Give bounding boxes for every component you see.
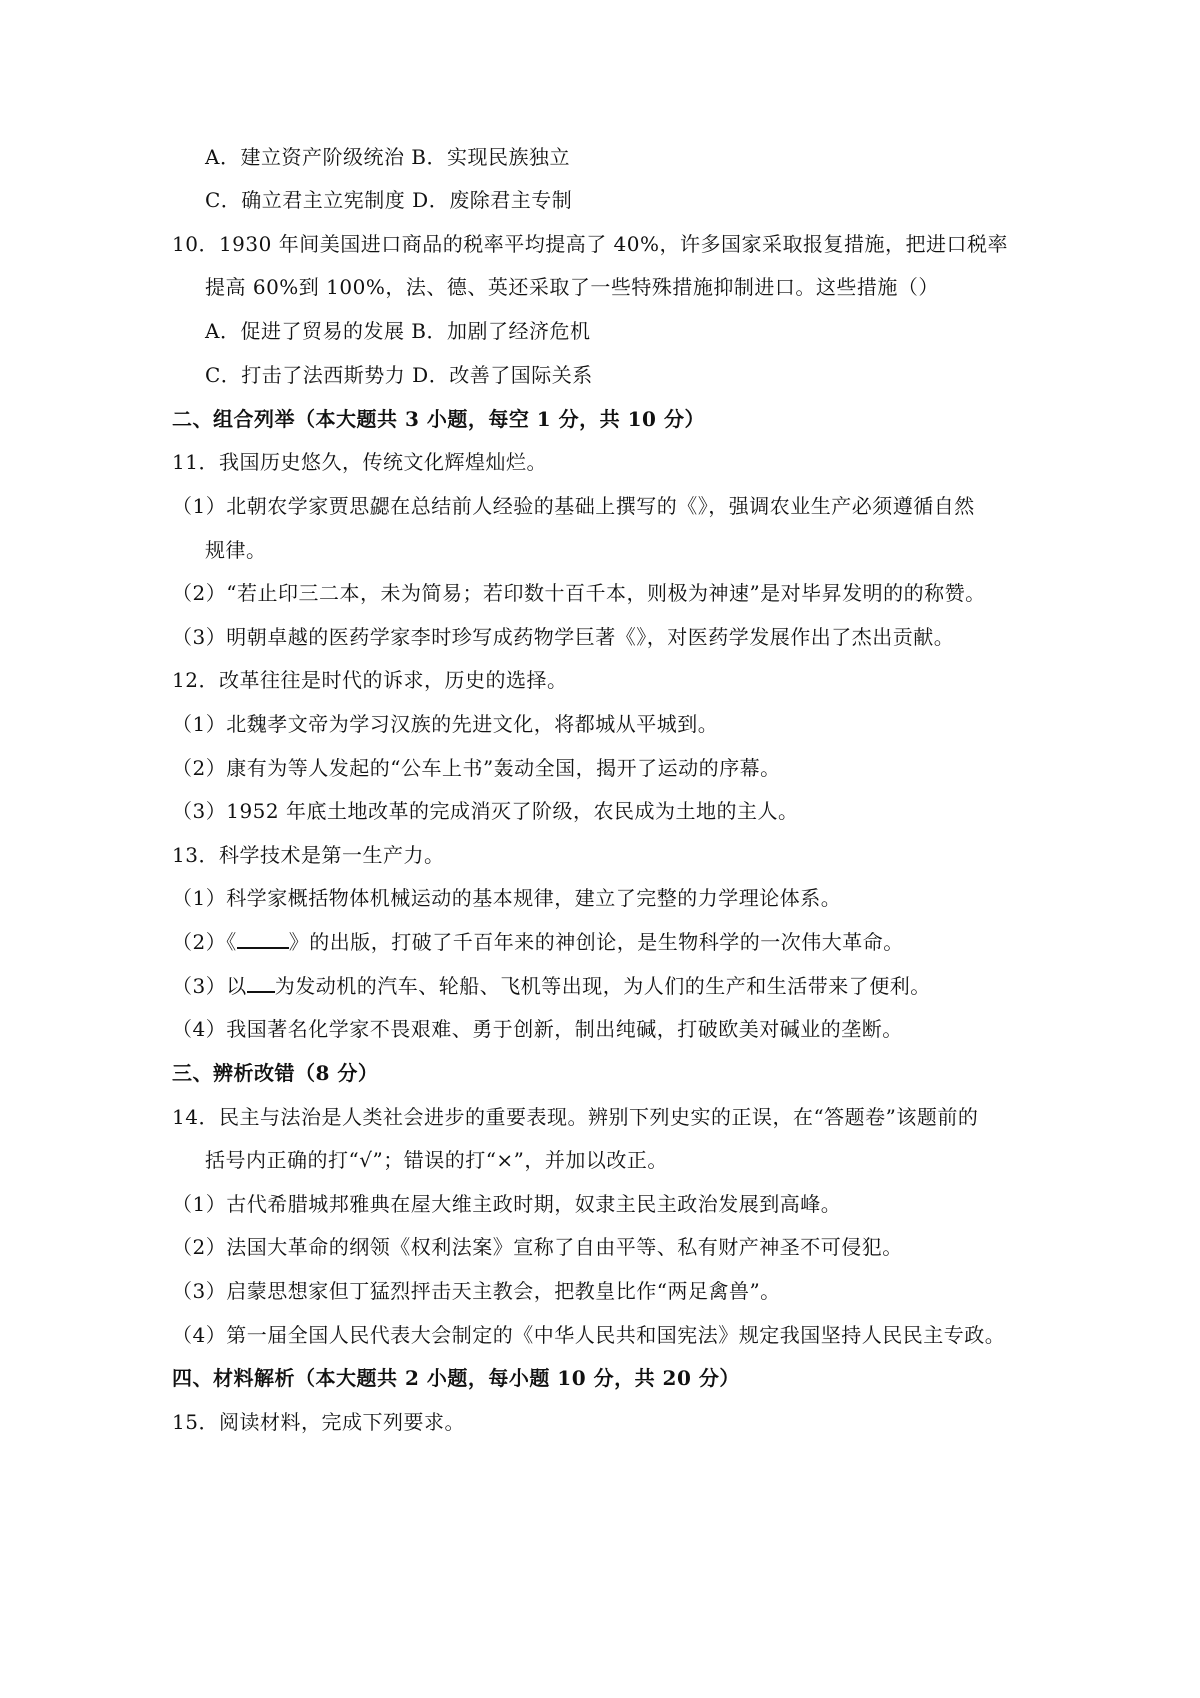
q13-part-2	[172, 929, 904, 955]
q13-part-2-prefix: （2）《	[172, 930, 237, 954]
q10-stem-line-1: 10．1930 年间美国进口商品的税率平均提高了 40%，许多国家采取报复措施，把进口税率	[172, 232, 1009, 256]
q12-stem: 12．改革往往是时代的诉求，历史的选择。	[172, 668, 568, 692]
q13-part-4: （4）我国著名化学家不畏艰难、勇于创新，制出纯碱，打破欧美对碱业的垄断。	[172, 1017, 903, 1041]
q10-options-ab: A．促进了贸易的发展 B．加剧了经济危机	[205, 319, 591, 343]
q12-part-1: （1）北魏孝文帝为学习汉族的先进文化，将都城从平城到。	[172, 712, 719, 736]
q13-part-3-suffix: 为发动机的汽车、轮船、飞机等出现，为人们的生产和生活带来了便利。	[274, 974, 931, 998]
q12-part-2: （2）康有为等人发起的“公车上书”轰动全国，揭开了运动的序幕。	[172, 756, 781, 780]
q13-part-3-prefix: （3）以	[172, 974, 247, 998]
q11-part-2: （2）“若止印三二本，未为简易；若印数十百千本，则极为神速”是对毕昇发明的的称赞。	[172, 581, 986, 605]
q14-part-2: （2）法国大革命的纲领《权利法案》宣称了自由平等、私有财产神圣不可侵犯。	[172, 1235, 903, 1259]
q11-part-1-line-2: 规律。	[205, 538, 267, 562]
q9-options-ab: A．建立资产阶级统治 B．实现民族独立	[205, 145, 570, 169]
q11-part-1-line-1: （1）北朝农学家贾思勰在总结前人经验的基础上撰写的《》，强调农业生产必须遵循自然	[172, 494, 975, 518]
answer-blank	[247, 973, 275, 993]
q14-part-4: （4）第一届全国人民代表大会制定的《中华人民共和国宪法》规定我国坚持人民民主专政。	[172, 1323, 1006, 1347]
section-2-heading: 二、组合列举（本大题共 3 小题，每空 1 分，共 10 分）	[172, 407, 705, 431]
q10-options-cd: C．打击了法西斯势力 D．改善了国际关系	[205, 363, 593, 387]
q11-stem: 11．我国历史悠久，传统文化辉煌灿烂。	[172, 450, 547, 474]
q10-stem-line-2: 提高 60%到 100%，法、德、英还采取了一些特殊措施抑制进口。这些措施（）	[205, 275, 939, 299]
section-3-heading: 三、辨析改错（8 分）	[172, 1061, 379, 1085]
q12-part-3: （3）1952 年底土地改革的完成消灭了阶级，农民成为土地的主人。	[172, 799, 799, 823]
q11-part-3: （3）明朝卓越的医药学家李时珍写成药物学巨著《》，对医药学发展作出了杰出贡献。	[172, 625, 955, 649]
q14-part-3: （3）启蒙思想家但丁猛烈抨击天主教会，把教皇比作“两足禽兽”。	[172, 1279, 781, 1303]
q14-part-1: （1）古代希腊城邦雅典在屋大维主政时期，奴隶主民主政治发展到高峰。	[172, 1192, 842, 1216]
section-4-heading: 四、材料解析（本大题共 2 小题，每小题 10 分，共 20 分）	[172, 1366, 740, 1390]
q13-part-1: （1）科学家概括物体机械运动的基本规律，建立了完整的力学理论体系。	[172, 886, 842, 910]
q15-stem: 15．阅读材料，完成下列要求。	[172, 1410, 465, 1434]
q9-options-cd: C．确立君主立宪制度 D．废除君主专制	[205, 188, 573, 212]
q14-stem-line-1: 14．民主与法治是人类社会进步的重要表现。辨别下列史实的正误，在“答题卷”该题前的	[172, 1105, 979, 1129]
answer-blank	[237, 929, 289, 949]
q13-part-2-suffix: 》的出版，打破了千百年来的神创论，是生物科学的一次伟大革命。	[288, 930, 904, 954]
q14-stem-line-2: 括号内正确的打“√”；错误的打“×”，并加以改正。	[205, 1148, 668, 1172]
q13-stem: 13．科学技术是第一生产力。	[172, 843, 445, 867]
q13-part-3	[172, 973, 931, 999]
